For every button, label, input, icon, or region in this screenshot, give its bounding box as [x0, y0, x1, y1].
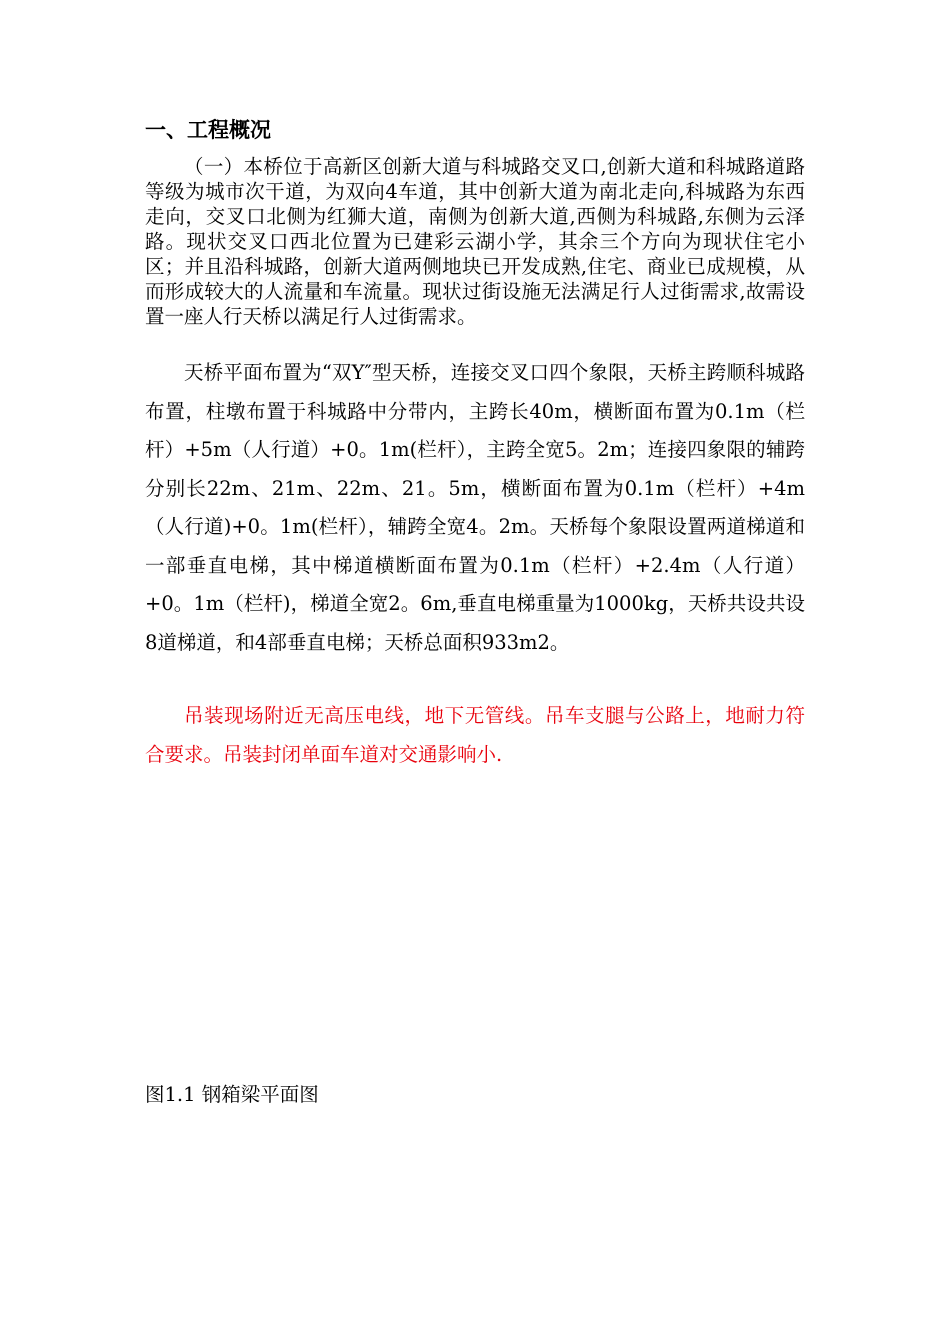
paragraph-hoisting-conditions: 吊装现场附近无高压电线，地下无管线。吊车支腿与公路上，地耐力符合要求。吊装封闭单面车道对交通影响小. — [145, 704, 805, 766]
paragraph-bridge-layout: 天桥平面布置为“双Y″型天桥，连接交叉口四个象限，天桥主跨顺科城路布置，柱墩布置于科城路中分带内，主跨长40m，横断面布置为0.1m（栏杆）+5m（人行道）+0。1m(栏杆），主跨全宽5。2m；连接四象限的辅跨分别长22m、21m、22m、21。5m，横断面布置为0.1m（栏杆）+4m（人行道)+0。1m(栏杆），辅跨全宽4。2m。天桥每个象限设置两道梯道和一部垂直电梯，其中梯道横断面布置为0.1m（栏杆）+2.4m（人行道）+0。1m（栏杆)，梯道全宽2。6m,垂直电梯重量为1000kg，天桥共设共设8道梯道，和4部垂直电梯；天桥总面积933m2。 — [145, 361, 805, 654]
paragraph-project-location: （一）本桥位于高新区创新大道与科城路交叉口,创新大道和科城路道路等级为城市次干道，为双向4车道，其中创新大道为南北走向,科城路为东西走向，交叉口北侧为红狮大道，南侧为创新大道,西侧为科城路,东侧为云泽路。现状交叉口西北位置为已建彩云湖小学，其余三个方向为现状住宅小区；并且沿科城路，创新大道两侧地块已开发成熟,住宅、商业已成规模，从而形成较大的人流量和车流量。现状过街设施无法满足行人过街需求,故需设置一座人行天桥以满足行人过街需求。 — [145, 155, 805, 328]
section-heading: 一、工程概况 — [145, 118, 271, 142]
figure-caption: 图1.1 钢箱梁平面图 — [145, 1083, 319, 1106]
